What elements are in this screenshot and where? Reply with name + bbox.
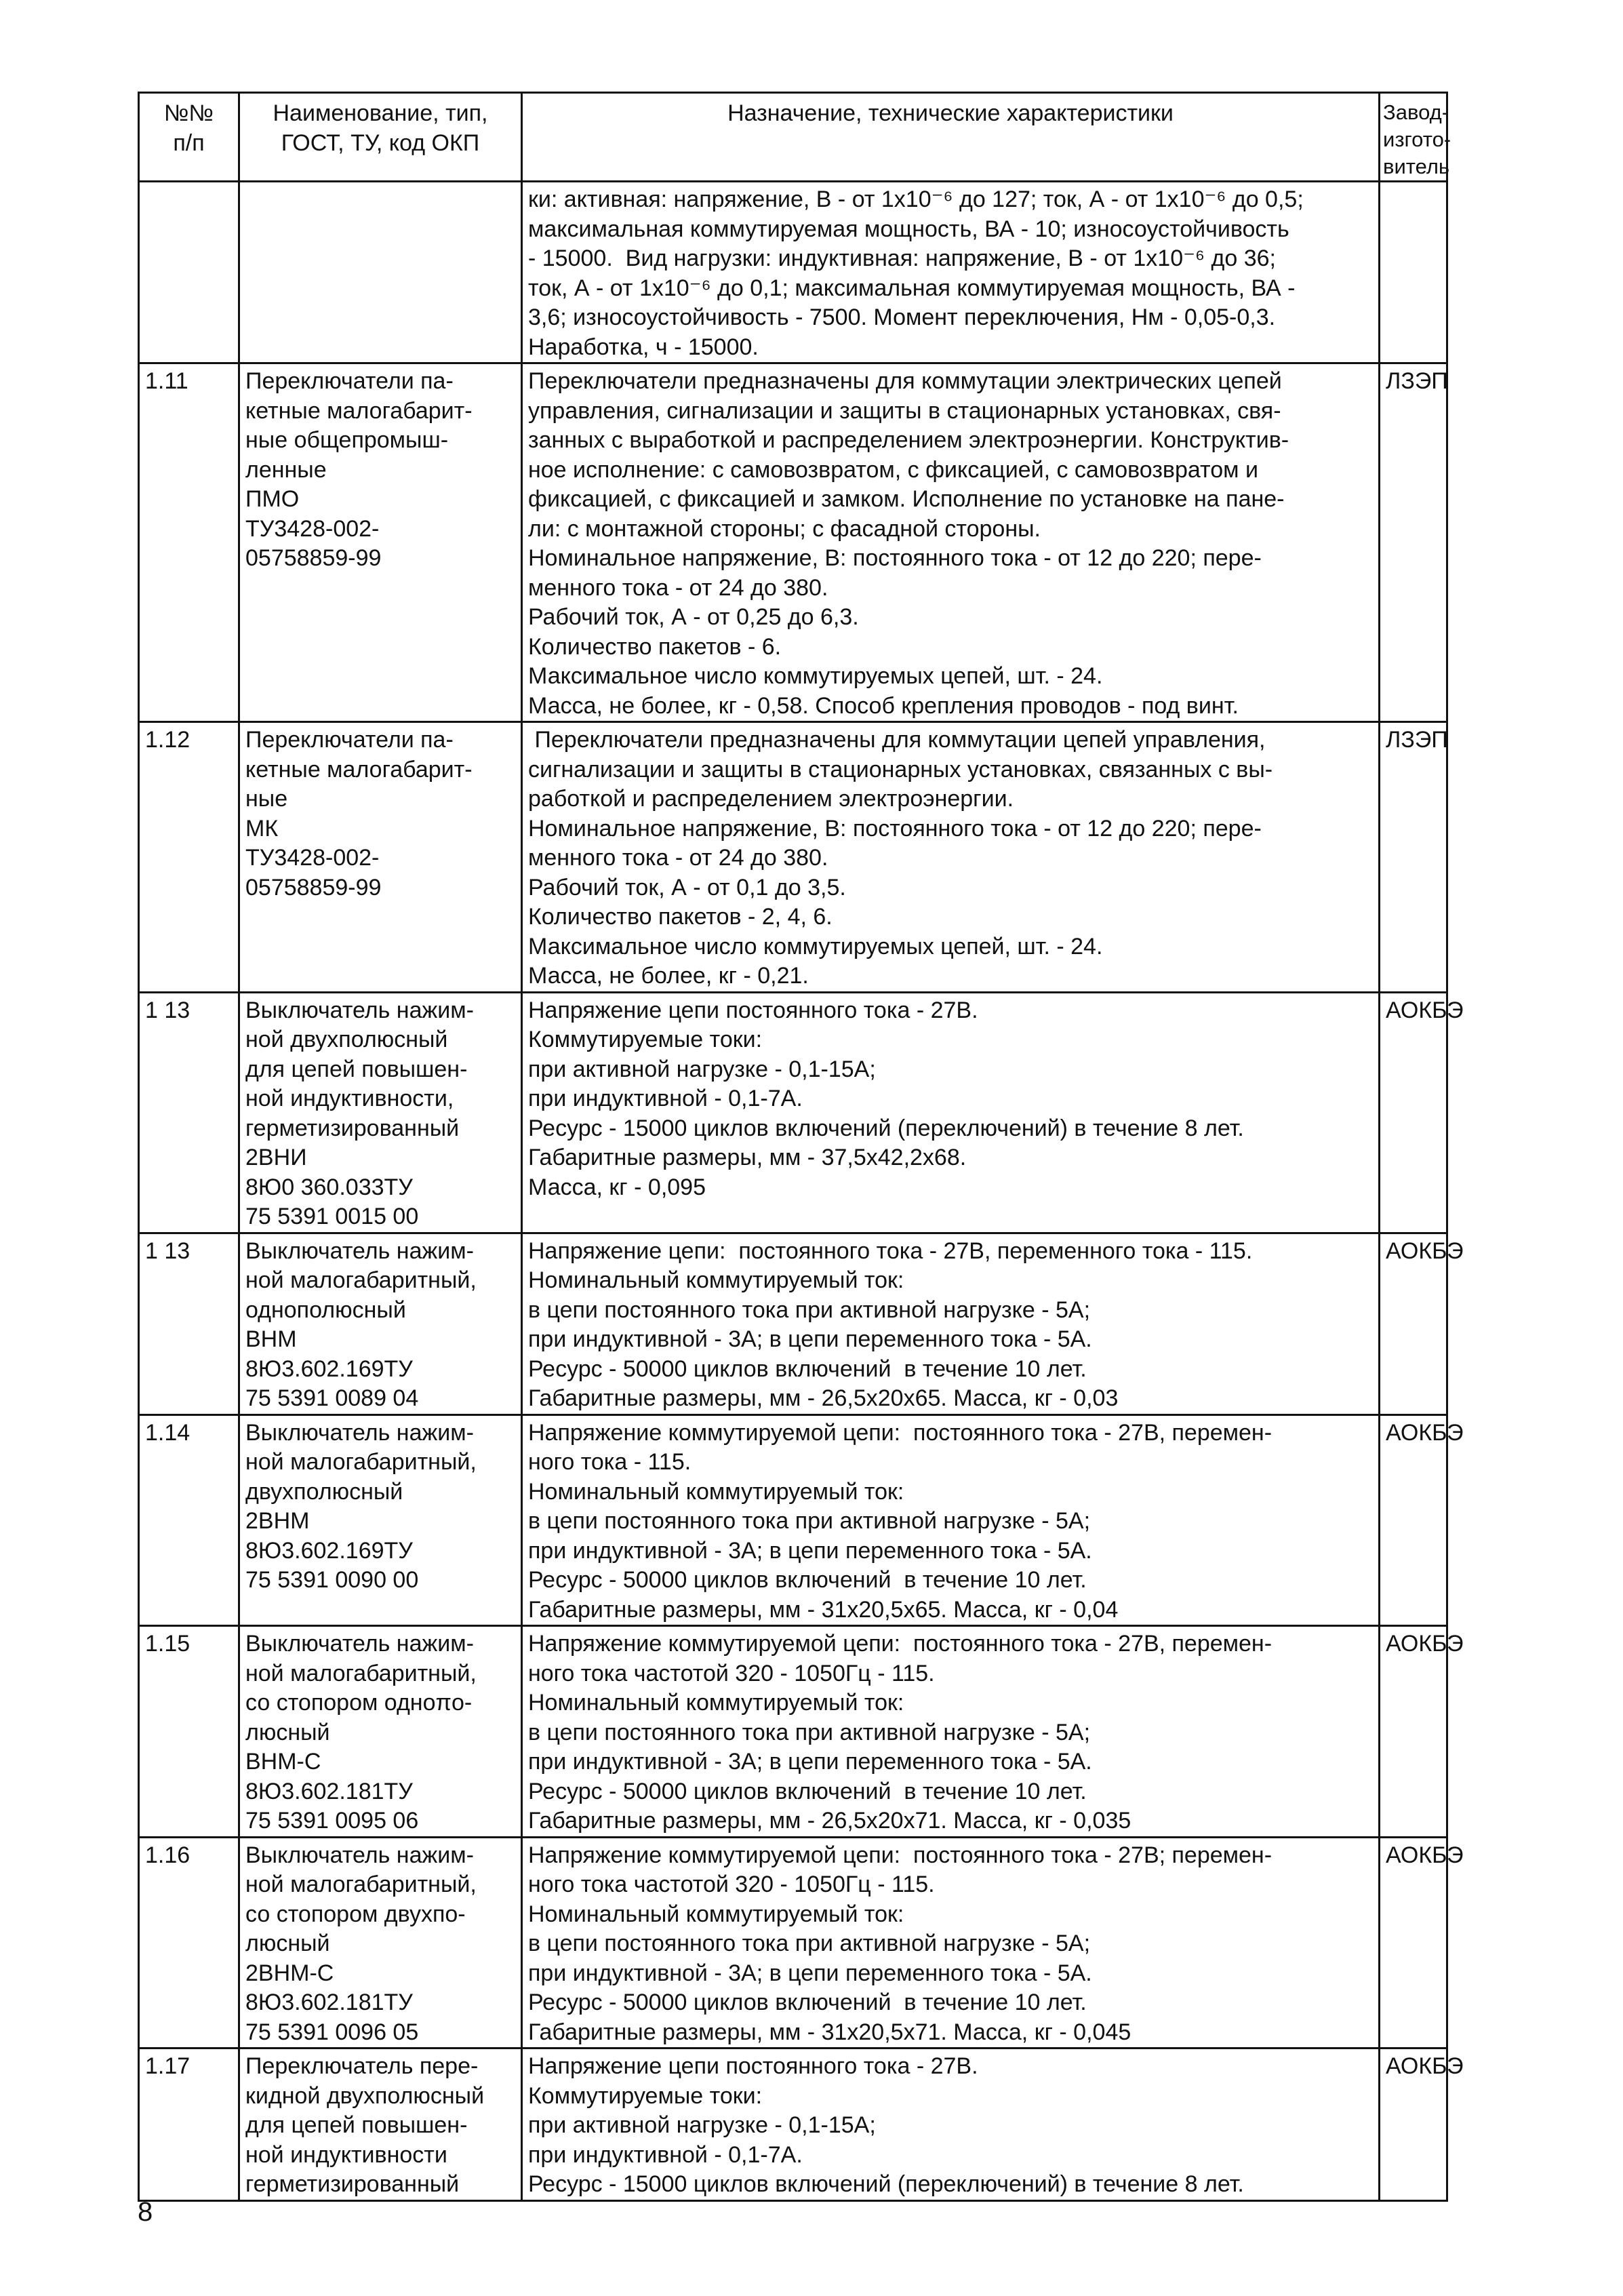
- cell-description: [522, 722, 1380, 993]
- text-line: при индуктивной - 0,1-7А.: [528, 2141, 803, 2168]
- cell-number: 1.14: [139, 1414, 239, 1626]
- text-line: для цепей повышен-: [245, 1056, 468, 1082]
- cell-name: [239, 182, 522, 363]
- text-line: для цепей повышен-: [245, 2112, 468, 2138]
- cell-manufacturer: ЛЗЭП: [1380, 363, 1447, 722]
- text-line: Номинальный коммутируемый ток:: [528, 1901, 904, 1927]
- cell-manufacturer: АОКБЭ: [1380, 1233, 1447, 1414]
- cell-name: [239, 722, 522, 993]
- text-line: Выключатель нажим-: [245, 1842, 474, 1868]
- text-line: Наработка, ч - 15000.: [528, 334, 759, 360]
- text-line: 75 5391 0095 06: [245, 1808, 419, 1834]
- table-row: [139, 2048, 1447, 2201]
- cell-manufacturer: АОКБЭ: [1380, 1626, 1447, 1838]
- text-line: Выключатель нажим-: [245, 1419, 474, 1446]
- text-line: герметизированный: [245, 2171, 460, 2197]
- text-line: герметизированный: [245, 1115, 460, 1141]
- cell-description: [522, 1837, 1380, 2048]
- header-description: Назначение, технические характеристики: [522, 93, 1380, 182]
- text-line: ной малогабаритный,: [245, 1449, 477, 1475]
- text-line: 8Ю3.602.169ТУ: [245, 1537, 413, 1564]
- text-line: 2ВНИ: [245, 1145, 307, 1170]
- text-line: ТУ3428-002-: [245, 515, 380, 542]
- text-line: Рабочий ток, А - от 0,1 до 3,5.: [528, 874, 846, 900]
- text-line: в цепи постоянного тока при активной нагрузке - 5А;: [528, 1719, 1091, 1745]
- text-line: 8Ю3.602.181ТУ: [245, 1778, 413, 1804]
- text-line: сигнализации и защиты в стационарных установках, связанных с вы-: [528, 756, 1273, 783]
- text-line: 75 5391 0015 00: [245, 1204, 419, 1229]
- text-line: Количество пакетов - 6.: [528, 633, 782, 660]
- text-line: Переключатели предназначены для коммутации цепей управления,: [528, 727, 1266, 753]
- text-line: ного тока частотой 320 - 1050Гц - 115.: [528, 1872, 935, 1897]
- text-line: ПМО: [245, 486, 300, 512]
- cell-number: 1 13: [139, 1233, 239, 1414]
- text-line: при индуктивной - 3А; в цепи переменного тока - 5А.: [528, 1537, 1092, 1564]
- table-row: [139, 1414, 1447, 1626]
- cell-description: [522, 992, 1380, 1233]
- text-line: при индуктивной - 3А; в цепи переменного тока - 5А.: [528, 1960, 1092, 1986]
- text-line: Ресурс - 50000 циклов включений в течение 10 лет.: [528, 1355, 1087, 1382]
- text-line: в цепи постоянного тока при активной нагрузке - 5А;: [528, 1508, 1091, 1534]
- cell-manufacturer: ЛЗЭП: [1380, 722, 1447, 993]
- cell-name: [239, 1837, 522, 2048]
- text-line: Ресурс - 15000 циклов включений (переключений) в течение 8 лет.: [528, 1115, 1244, 1141]
- text-line: люсный: [245, 1719, 330, 1745]
- text-line: Напряжение цепи постоянного тока - 27В.: [528, 2053, 978, 2079]
- text-line: Габаритные размеры, мм - 31х20,5х71. Масса, кг - 0,045: [528, 2019, 1131, 2045]
- text-line: Переключатели па-: [245, 368, 454, 394]
- text-line: Номинальный коммутируемый ток:: [528, 1478, 904, 1505]
- text-line: ли: с монтажной стороны; с фасадной стороны.: [528, 515, 1041, 542]
- text-line: ной индуктивности: [245, 2141, 447, 2168]
- cell-manufacturer: АОКБЭ: [1380, 1414, 1447, 1626]
- text-line: кетные малогабарит-: [245, 397, 473, 424]
- text-line: кетные малогабарит-: [245, 756, 473, 783]
- text-line: Напряжение коммутируемой цепи: постоянного тока - 27В; перемен-: [528, 1842, 1273, 1868]
- text-line: двухполюсный: [245, 1478, 403, 1505]
- cell-number: 1.11: [139, 363, 239, 722]
- header-number: №№ п/п: [139, 93, 239, 182]
- specification-table: [138, 92, 1464, 2202]
- text-line: Ресурс - 50000 циклов включений в течение 10 лет.: [528, 1567, 1087, 1593]
- cell-number: 1.15: [139, 1626, 239, 1838]
- text-line: ной малогабаритный,: [245, 1660, 477, 1686]
- text-line: ное исполнение: с самовозвратом, с фиксацией, с самовозвратом и: [528, 456, 1258, 483]
- table-header-row: [139, 93, 1447, 182]
- text-line: Габаритные размеры, мм - 26,5х20х65. Масса, кг - 0,03: [528, 1385, 1119, 1411]
- text-line: со стопором одноπо-: [245, 1690, 473, 1716]
- text-line: Напряжение коммутируемой цепи: постоянного тока - 27В, перемен-: [528, 1419, 1273, 1446]
- text-line: ВНМ: [245, 1326, 297, 1352]
- text-line: Ресурс - 50000 циклов включений в течение 10 лет.: [528, 1778, 1087, 1804]
- text-line: 8Ю3.602.169ТУ: [245, 1355, 413, 1382]
- cell-number: [139, 182, 239, 363]
- text-line: 8Ю0 360.033ТУ: [245, 1174, 413, 1200]
- text-line: Напряжение цепи постоянного тока - 27В.: [528, 997, 978, 1023]
- text-line: Масса, не более, кг - 0,21.: [528, 963, 809, 989]
- text-line: фиксацией, с фиксацией и замком. Исполнение по установке на пане-: [528, 486, 1285, 512]
- text-line: в цепи постоянного тока при активной нагрузке - 5А;: [528, 1297, 1091, 1323]
- cell-name: [239, 1414, 522, 1626]
- text-line: ной малогабаритный,: [245, 1872, 477, 1897]
- text-line: Габаритные размеры, мм - 26,5х20х71. Масса, кг - 0,035: [528, 1808, 1131, 1834]
- text-line: люсный: [245, 1931, 330, 1956]
- cell-name: [239, 363, 522, 722]
- cell-number: 1 13: [139, 992, 239, 1233]
- text-line: при активной нагрузке - 0,1-15А;: [528, 2112, 876, 2138]
- cell-description: [522, 2048, 1380, 2201]
- text-line: ного тока частотой 320 - 1050Гц - 115.: [528, 1660, 935, 1686]
- cell-description: [522, 1233, 1380, 1414]
- text-line: Выключатель нажим-: [245, 1631, 474, 1657]
- text-line: Ресурс - 50000 циклов включений в течение 10 лет.: [528, 1990, 1087, 2015]
- text-line: при индуктивной - 3А; в цепи переменного тока - 5А.: [528, 1749, 1092, 1775]
- text-line: 3,6; износоустойчивость - 7500. Момент переключения, Нм - 0,05-0,3.: [528, 304, 1276, 330]
- text-line: 8Ю3.602.181ТУ: [245, 1990, 413, 2015]
- cell-name: [239, 2048, 522, 2201]
- text-line: 2ВНМ-С: [245, 1960, 334, 1986]
- text-line: 75 5391 0090 00: [245, 1567, 419, 1593]
- text-line: менного тока - от 24 до 380.: [528, 574, 828, 601]
- cell-manufacturer: АОКБЭ: [1380, 2048, 1447, 2201]
- text-line: Масса, не более, кг - 0,58. Способ крепления проводов - под винт.: [528, 692, 1239, 719]
- cell-description: [522, 182, 1380, 363]
- text-line: Напряжение цепи: постоянного тока - 27В, переменного тока - 115.: [528, 1238, 1253, 1264]
- document-page: [138, 92, 1464, 2202]
- text-line: Максимальное число коммутируемых цепей, шт. - 24.: [528, 933, 1103, 959]
- text-line: ленные: [245, 456, 327, 483]
- table-row: [139, 992, 1447, 1233]
- text-line: Выключатель нажим-: [245, 1238, 474, 1264]
- text-line: Масса, кг - 0,095: [528, 1174, 706, 1200]
- text-line: ной двухполюсный: [245, 1027, 448, 1052]
- text-line: МК: [245, 815, 279, 842]
- cell-description: [522, 1414, 1380, 1626]
- text-line: Переключатели па-: [245, 727, 454, 753]
- table-row: [139, 722, 1447, 993]
- text-line: менного тока - от 24 до 380.: [528, 845, 828, 871]
- text-line: Номинальное напряжение, В: постоянного тока - от 12 до 220; пере-: [528, 545, 1262, 571]
- table-row: [139, 363, 1447, 722]
- text-line: - 15000. Вид нагрузки: индуктивная: напряжение, В - от 1х10⁻⁶ до 36;: [528, 245, 1276, 271]
- text-line: ной индуктивности,: [245, 1086, 454, 1111]
- cell-number: 1.17: [139, 2048, 239, 2201]
- continuation-row: [139, 182, 1447, 363]
- text-line: со стопором двухпо-: [245, 1901, 466, 1927]
- text-line: ки: активная: напряжение, В - от 1х10⁻⁶ до 127; ток, А - от 1х10⁻⁶ до 0,5;: [528, 186, 1304, 212]
- text-line: Коммутируемые токи:: [528, 1027, 763, 1052]
- cell-name: [239, 1233, 522, 1414]
- text-line: ные: [245, 786, 288, 812]
- page-number: 8: [138, 2197, 153, 2227]
- text-line: при индуктивной - 0,1-7А.: [528, 1086, 803, 1111]
- cell-manufacturer: [1380, 182, 1447, 363]
- text-line: Ресурс - 15000 циклов включений (переключений) в течение 8 лет.: [528, 2171, 1244, 2197]
- text-line: 2ВНМ: [245, 1508, 310, 1534]
- text-line: Коммутируемые токи:: [528, 2082, 763, 2109]
- text-line: Переключатели предназначены для коммутации электрических цепей: [528, 368, 1282, 394]
- text-line: ВНМ-С: [245, 1749, 321, 1775]
- header-name: Наименование, тип, ГОСТ, ТУ, код ОКП: [239, 93, 522, 182]
- header-manufacturer: Завод- изгото- витель: [1380, 93, 1447, 182]
- text-line: ток, А - от 1х10⁻⁶ до 0,1; максимальная коммутируемая мощность, ВА -: [528, 275, 1296, 301]
- text-line: ного тока - 115.: [528, 1449, 692, 1475]
- text-line: кидной двухполюсный: [245, 2082, 485, 2109]
- cell-description: [522, 363, 1380, 722]
- table-row: [139, 1626, 1447, 1838]
- text-line: ные общепромыш-: [245, 427, 449, 453]
- text-line: Номинальное напряжение, В: постоянного тока - от 12 до 220; пере-: [528, 815, 1262, 842]
- text-line: 05758859-99: [245, 545, 382, 571]
- text-line: Номинальный коммутируемый ток:: [528, 1690, 904, 1716]
- text-line: управления, сигнализации и защиты в стационарных установках, свя-: [528, 397, 1281, 424]
- text-line: Рабочий ток, А - от 0,25 до 6,3.: [528, 604, 859, 630]
- text-line: Напряжение коммутируемой цепи: постоянного тока - 27В, перемен-: [528, 1631, 1273, 1657]
- text-line: Переключатель пере-: [245, 2053, 479, 2079]
- table-row: [139, 1837, 1447, 2048]
- text-line: 05758859-99: [245, 874, 382, 900]
- text-line: 75 5391 0096 05: [245, 2019, 419, 2045]
- text-line: однополюсный: [245, 1297, 406, 1323]
- text-line: Номинальный коммутируемый ток:: [528, 1267, 904, 1293]
- cell-name: [239, 992, 522, 1233]
- text-line: 75 5391 0089 04: [245, 1385, 419, 1411]
- text-line: Максимальное число коммутируемых цепей, шт. - 24.: [528, 663, 1103, 689]
- table-row: [139, 1233, 1447, 1414]
- text-line: ТУ3428-002-: [245, 845, 380, 871]
- text-line: Габаритные размеры, мм - 37,5х42,2х68.: [528, 1145, 967, 1170]
- text-line: занных с выработкой и распределением электроэнергии. Конструктив-: [528, 427, 1289, 453]
- text-line: работкой и распределением электроэнергии.: [528, 786, 1014, 812]
- text-line: Габаритные размеры, мм - 31х20,5х65. Масса, кг - 0,04: [528, 1596, 1119, 1623]
- text-line: максимальная коммутируемая мощность, ВА - 10; износоустойчивость: [528, 216, 1289, 242]
- text-line: в цепи постоянного тока при активной нагрузке - 5А;: [528, 1931, 1091, 1956]
- text-line: при индуктивной - 3А; в цепи переменного тока - 5А.: [528, 1326, 1092, 1352]
- text-line: Выключатель нажим-: [245, 997, 474, 1023]
- cell-name: [239, 1626, 522, 1838]
- text-line: ной малогабаритный,: [245, 1267, 477, 1293]
- cell-description: [522, 1626, 1380, 1838]
- cell-manufacturer: АОКБЭ: [1380, 1837, 1447, 2048]
- cell-number: 1.16: [139, 1837, 239, 2048]
- cell-manufacturer: АОКБЭ: [1380, 992, 1447, 1233]
- text-line: Количество пакетов - 2, 4, 6.: [528, 904, 833, 930]
- cell-number: 1.12: [139, 722, 239, 993]
- text-line: при активной нагрузке - 0,1-15А;: [528, 1056, 876, 1082]
